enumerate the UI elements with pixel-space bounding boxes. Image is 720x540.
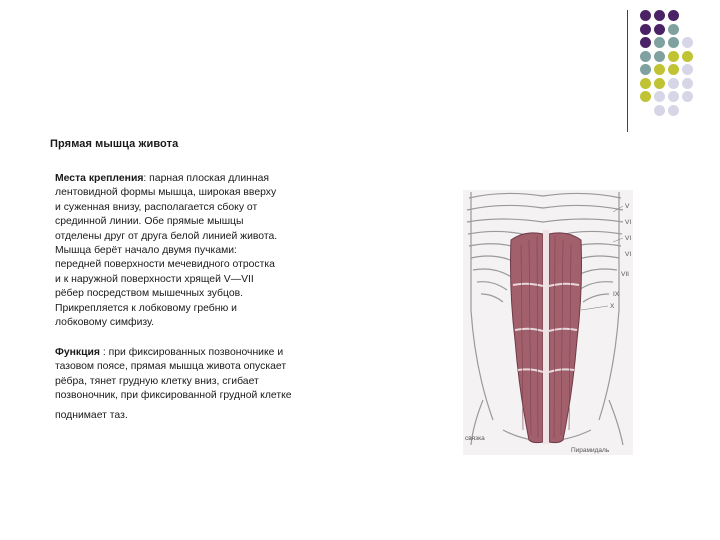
attachment-line: и суженная внизу, располагается сбоку от xyxy=(55,201,258,213)
decorative-dot xyxy=(668,105,679,116)
rectus-abdominis-illustration xyxy=(463,190,633,455)
attachment-line: : парная плоская длинная xyxy=(143,173,270,184)
attachment-line: и к наружной поверхности хрящей V—VII xyxy=(55,273,254,285)
function-first-line xyxy=(55,346,292,360)
decorative-dot xyxy=(668,10,679,21)
figure-label-r4: VI xyxy=(625,251,632,258)
decorative-dot xyxy=(668,37,679,48)
decorative-vertical-line xyxy=(627,10,628,132)
attachment-line: отделены друг от друга белой линией живота. xyxy=(55,230,278,242)
figure-label-r6: IX xyxy=(613,291,620,298)
decorative-dot xyxy=(668,64,679,75)
attachment-line: лобковому симфизу. xyxy=(55,317,155,329)
attachment-line: Прикрепляется к лобковому гребню и xyxy=(55,302,237,314)
decorative-dot xyxy=(654,10,665,21)
attachment-line: лентовидной формы мышца, широкая вверху xyxy=(55,187,277,199)
decorative-dot xyxy=(668,24,679,35)
decorative-dot xyxy=(640,37,651,48)
figure-label-r1: V xyxy=(625,203,630,210)
decorative-dot xyxy=(654,24,665,35)
function-paragraph xyxy=(55,346,292,404)
attachment-line: передней поверхности мечевидного отростка xyxy=(55,259,275,271)
function-line: : при фиксированных позвоночнике и xyxy=(99,347,284,358)
figure-label-r5: VII xyxy=(621,271,629,278)
decorative-dot-grid xyxy=(640,10,720,120)
decorative-dot xyxy=(654,105,665,116)
decorative-dot xyxy=(668,78,679,89)
decorative-dot xyxy=(682,91,693,102)
attachment-line: Мышца берёт начало двумя пучками: xyxy=(55,245,237,257)
decorative-dot xyxy=(640,51,651,62)
decorative-dot xyxy=(640,78,651,89)
attachment-line: срединной линии. Обе прямые мышцы xyxy=(55,216,244,228)
decorative-dot xyxy=(668,51,679,62)
function-label: Функция xyxy=(55,347,100,358)
figure-label-r2: VI xyxy=(625,219,632,226)
figure-label-bottom-left: связка xyxy=(465,435,485,442)
attachment-first-line xyxy=(55,172,277,186)
decorative-dot xyxy=(682,64,693,75)
attachment-paragraph xyxy=(55,172,277,330)
page-title: Прямая мышца живота xyxy=(50,138,179,150)
function-last-line: поднимает таз. xyxy=(55,410,128,421)
decorative-dot xyxy=(654,51,665,62)
decorative-dot xyxy=(654,64,665,75)
figure-label-r3: VI xyxy=(625,235,632,242)
decorative-dot xyxy=(640,10,651,21)
function-line: тазовом поясе, прямая мышца живота опускает xyxy=(55,361,287,373)
function-line: позвоночник, при фиксированной грудной клетке xyxy=(55,390,292,402)
decorative-dot xyxy=(682,37,693,48)
function-line: рёбра, тянет грудную клетку вниз, сгибает xyxy=(55,375,259,387)
decorative-dot xyxy=(654,37,665,48)
figure-label-bottom-right: Пирамидаль xyxy=(571,447,610,454)
decorative-dot xyxy=(682,51,693,62)
decorative-dot xyxy=(668,91,679,102)
decorative-dot xyxy=(640,64,651,75)
decorative-dot xyxy=(654,78,665,89)
decorative-dot xyxy=(640,24,651,35)
decorative-dot xyxy=(682,78,693,89)
attachment-line: рёбер посредством мышечных зубцов. xyxy=(55,288,244,300)
attachment-label: Места крепления xyxy=(55,173,144,184)
decorative-dot xyxy=(654,91,665,102)
decorative-dot xyxy=(640,91,651,102)
figure-label-r7: X xyxy=(610,303,615,310)
